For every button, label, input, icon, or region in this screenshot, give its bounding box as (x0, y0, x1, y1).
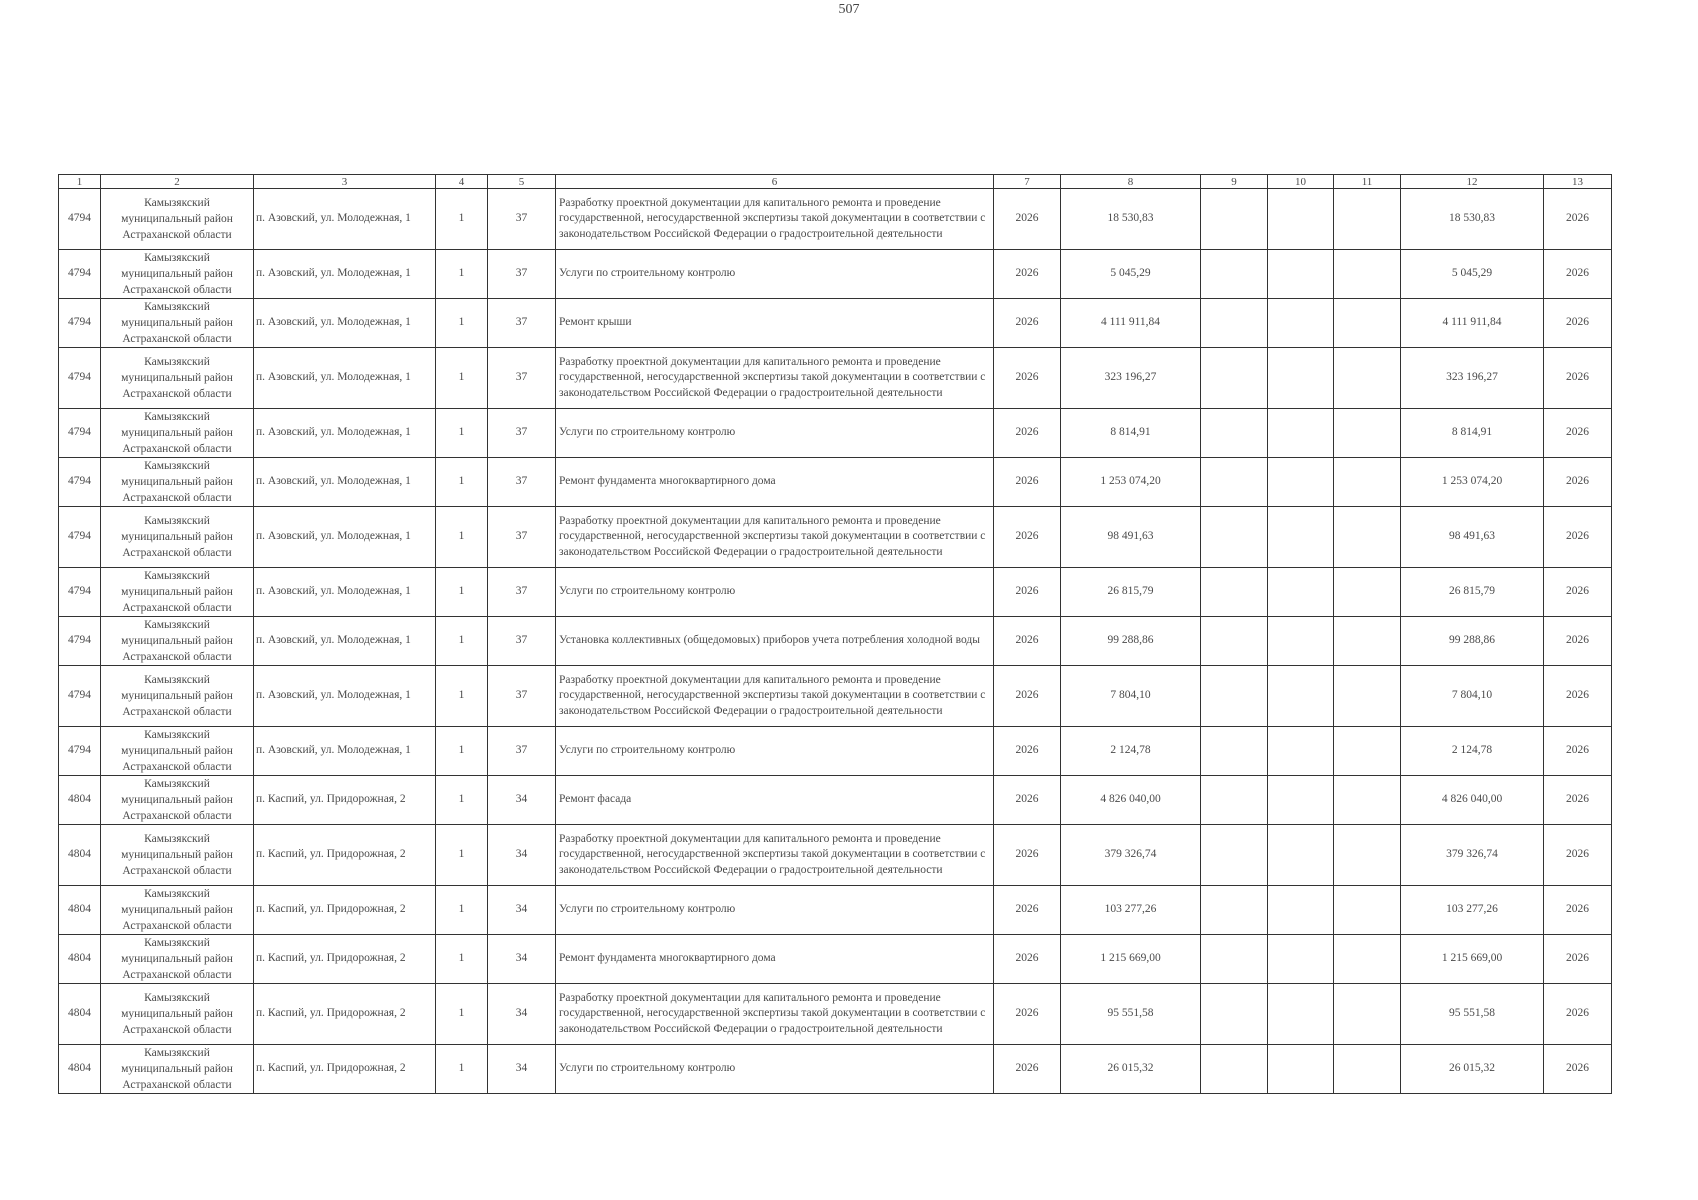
house-id-cell: 4804 (59, 825, 101, 886)
column-number: 2 (101, 175, 254, 189)
table-row (59, 458, 1612, 507)
address-cell: п. Каспий, ул. Придорожная, 2 (254, 825, 436, 886)
table-row (59, 727, 1612, 776)
house-id-cell: 4804 (59, 1045, 101, 1094)
column-number: 11 (1334, 175, 1401, 189)
cost-cell: 8 814,91 (1061, 409, 1201, 458)
municipality-cell: Камызякский муниципальный район Астраханской области (101, 568, 254, 617)
house-id-cell: 4794 (59, 507, 101, 568)
address-cell: п. Азовский, ул. Молодежная, 1 (254, 250, 436, 299)
work-type-cell: Установка коллективных (общедомовых) приборов учета потребления холодной воды (556, 617, 994, 666)
address-cell: п. Азовский, ул. Молодежная, 1 (254, 617, 436, 666)
column-11-cell (1334, 984, 1401, 1045)
work-type-cell: Ремонт фасада (556, 776, 994, 825)
column-11-cell (1334, 886, 1401, 935)
column-12-cell: 379 326,74 (1401, 825, 1544, 886)
table-row (59, 299, 1612, 348)
cost-cell: 98 491,63 (1061, 507, 1201, 568)
column-9-cell (1201, 409, 1268, 458)
column-number: 8 (1061, 175, 1201, 189)
column-9-cell (1201, 189, 1268, 250)
address-cell: п. Каспий, ул. Придорожная, 2 (254, 776, 436, 825)
column-13-cell: 2026 (1544, 825, 1612, 886)
column-number: 3 (254, 175, 436, 189)
column-4-cell: 1 (436, 776, 488, 825)
table-row (59, 825, 1612, 886)
column-10-cell (1268, 984, 1334, 1045)
address-cell: п. Азовский, ул. Молодежная, 1 (254, 507, 436, 568)
capital-repair-table (58, 174, 1612, 1094)
column-10-cell (1268, 886, 1334, 935)
column-9-cell (1201, 776, 1268, 825)
municipality-cell: Камызякский муниципальный район Астраханской области (101, 984, 254, 1045)
address-cell: п. Азовский, ул. Молодежная, 1 (254, 189, 436, 250)
column-4-cell: 1 (436, 825, 488, 886)
column-9-cell (1201, 1045, 1268, 1094)
year-cell: 2026 (994, 776, 1061, 825)
year-cell: 2026 (994, 1045, 1061, 1094)
column-4-cell: 1 (436, 886, 488, 935)
column-4-cell: 1 (436, 666, 488, 727)
cost-cell: 323 196,27 (1061, 348, 1201, 409)
municipality-cell: Камызякский муниципальный район Астраханской области (101, 250, 254, 299)
column-4-cell: 1 (436, 568, 488, 617)
column-11-cell (1334, 250, 1401, 299)
house-id-cell: 4794 (59, 727, 101, 776)
cost-cell: 1 253 074,20 (1061, 458, 1201, 507)
column-9-cell (1201, 727, 1268, 776)
column-13-cell: 2026 (1544, 617, 1612, 666)
column-11-cell (1334, 189, 1401, 250)
column-12-cell: 95 551,58 (1401, 984, 1544, 1045)
column-11-cell (1334, 727, 1401, 776)
table-row (59, 1045, 1612, 1094)
work-type-cell: Разработку проектной документации для капитального ремонта и проведение государственной, негосударственной экспертизы такой документации в соответствии с законодательством Российской Федерации о градостроительной деятельности (556, 825, 994, 886)
column-10-cell (1268, 458, 1334, 507)
work-type-cell: Разработку проектной документации для капитального ремонта и проведение государственной, негосударственной экспертизы такой документации в соответствии с законодательством Российской Федерации о градостроительной деятельности (556, 984, 994, 1045)
column-9-cell (1201, 617, 1268, 666)
address-cell: п. Каспий, ул. Придорожная, 2 (254, 1045, 436, 1094)
year-cell: 2026 (994, 458, 1061, 507)
column-11-cell (1334, 458, 1401, 507)
work-type-cell: Услуги по строительному контролю (556, 568, 994, 617)
column-9-cell (1201, 348, 1268, 409)
column-13-cell: 2026 (1544, 189, 1612, 250)
column-10-cell (1268, 825, 1334, 886)
column-12-cell: 98 491,63 (1401, 507, 1544, 568)
column-4-cell: 1 (436, 409, 488, 458)
column-13-cell: 2026 (1544, 666, 1612, 727)
column-5-cell: 37 (488, 409, 556, 458)
column-9-cell (1201, 250, 1268, 299)
column-5-cell: 34 (488, 984, 556, 1045)
cost-cell: 2 124,78 (1061, 727, 1201, 776)
column-10-cell (1268, 189, 1334, 250)
municipality-cell: Камызякский муниципальный район Астраханской области (101, 617, 254, 666)
column-4-cell: 1 (436, 507, 488, 568)
column-12-cell: 2 124,78 (1401, 727, 1544, 776)
column-12-cell: 7 804,10 (1401, 666, 1544, 727)
column-10-cell (1268, 1045, 1334, 1094)
work-type-cell: Разработку проектной документации для капитального ремонта и проведение государственной, негосударственной экспертизы такой документации в соответствии с законодательством Российской Федерации о градостроительной деятельности (556, 348, 994, 409)
work-type-cell: Услуги по строительному контролю (556, 727, 994, 776)
column-4-cell: 1 (436, 617, 488, 666)
column-4-cell: 1 (436, 348, 488, 409)
column-5-cell: 37 (488, 458, 556, 507)
work-type-cell: Услуги по строительному контролю (556, 1045, 994, 1094)
column-number: 12 (1401, 175, 1544, 189)
address-cell: п. Каспий, ул. Придорожная, 2 (254, 886, 436, 935)
cost-cell: 4 826 040,00 (1061, 776, 1201, 825)
column-12-cell: 26 815,79 (1401, 568, 1544, 617)
address-cell: п. Азовский, ул. Молодежная, 1 (254, 727, 436, 776)
column-9-cell (1201, 935, 1268, 984)
column-10-cell (1268, 409, 1334, 458)
year-cell: 2026 (994, 348, 1061, 409)
column-9-cell (1201, 984, 1268, 1045)
column-12-cell: 5 045,29 (1401, 250, 1544, 299)
column-number: 6 (556, 175, 994, 189)
column-4-cell: 1 (436, 935, 488, 984)
address-cell: п. Азовский, ул. Молодежная, 1 (254, 409, 436, 458)
cost-cell: 26 815,79 (1061, 568, 1201, 617)
column-12-cell: 1 253 074,20 (1401, 458, 1544, 507)
column-11-cell (1334, 1045, 1401, 1094)
column-9-cell (1201, 886, 1268, 935)
column-12-cell: 103 277,26 (1401, 886, 1544, 935)
column-5-cell: 37 (488, 250, 556, 299)
column-10-cell (1268, 507, 1334, 568)
column-13-cell: 2026 (1544, 776, 1612, 825)
address-cell: п. Азовский, ул. Молодежная, 1 (254, 568, 436, 617)
column-5-cell: 34 (488, 776, 556, 825)
table-row (59, 886, 1612, 935)
work-type-cell: Ремонт фундамента многоквартирного дома (556, 458, 994, 507)
column-12-cell: 26 015,32 (1401, 1045, 1544, 1094)
municipality-cell: Камызякский муниципальный район Астраханской области (101, 935, 254, 984)
cost-cell: 103 277,26 (1061, 886, 1201, 935)
column-number: 10 (1268, 175, 1334, 189)
work-type-cell: Услуги по строительному контролю (556, 409, 994, 458)
table-row (59, 250, 1612, 299)
municipality-cell: Камызякский муниципальный район Астраханской области (101, 666, 254, 727)
column-10-cell (1268, 776, 1334, 825)
column-9-cell (1201, 458, 1268, 507)
year-cell: 2026 (994, 666, 1061, 727)
column-9-cell (1201, 507, 1268, 568)
column-11-cell (1334, 507, 1401, 568)
column-12-cell: 99 288,86 (1401, 617, 1544, 666)
house-id-cell: 4794 (59, 299, 101, 348)
column-10-cell (1268, 250, 1334, 299)
column-5-cell: 34 (488, 935, 556, 984)
table-row (59, 935, 1612, 984)
column-9-cell (1201, 825, 1268, 886)
table-row (59, 348, 1612, 409)
column-9-cell (1201, 666, 1268, 727)
cost-cell: 95 551,58 (1061, 984, 1201, 1045)
column-11-cell (1334, 666, 1401, 727)
cost-cell: 5 045,29 (1061, 250, 1201, 299)
column-13-cell: 2026 (1544, 568, 1612, 617)
address-cell: п. Азовский, ул. Молодежная, 1 (254, 299, 436, 348)
column-4-cell: 1 (436, 250, 488, 299)
work-type-cell: Услуги по строительному контролю (556, 886, 994, 935)
house-id-cell: 4804 (59, 935, 101, 984)
column-13-cell: 2026 (1544, 727, 1612, 776)
column-5-cell: 37 (488, 507, 556, 568)
column-11-cell (1334, 935, 1401, 984)
cost-cell: 99 288,86 (1061, 617, 1201, 666)
column-5-cell: 37 (488, 299, 556, 348)
address-cell: п. Азовский, ул. Молодежная, 1 (254, 348, 436, 409)
municipality-cell: Камызякский муниципальный район Астраханской области (101, 886, 254, 935)
column-number: 4 (436, 175, 488, 189)
year-cell: 2026 (994, 727, 1061, 776)
municipality-cell: Камызякский муниципальный район Астраханской области (101, 458, 254, 507)
column-13-cell: 2026 (1544, 507, 1612, 568)
municipality-cell: Камызякский муниципальный район Астраханской области (101, 825, 254, 886)
cost-cell: 379 326,74 (1061, 825, 1201, 886)
column-5-cell: 37 (488, 568, 556, 617)
column-4-cell: 1 (436, 984, 488, 1045)
municipality-cell: Камызякский муниципальный район Астраханской области (101, 299, 254, 348)
table-row (59, 984, 1612, 1045)
column-11-cell (1334, 825, 1401, 886)
column-13-cell: 2026 (1544, 299, 1612, 348)
house-id-cell: 4794 (59, 617, 101, 666)
house-id-cell: 4804 (59, 886, 101, 935)
column-11-cell (1334, 776, 1401, 825)
column-11-cell (1334, 348, 1401, 409)
municipality-cell: Камызякский муниципальный район Астраханской области (101, 776, 254, 825)
column-5-cell: 37 (488, 617, 556, 666)
column-13-cell: 2026 (1544, 935, 1612, 984)
column-number: 1 (59, 175, 101, 189)
column-11-cell (1334, 409, 1401, 458)
year-cell: 2026 (994, 250, 1061, 299)
municipality-cell: Камызякский муниципальный район Астраханской области (101, 409, 254, 458)
year-cell: 2026 (994, 825, 1061, 886)
municipality-cell: Камызякский муниципальный район Астраханской области (101, 1045, 254, 1094)
cost-cell: 26 015,32 (1061, 1045, 1201, 1094)
column-5-cell: 34 (488, 1045, 556, 1094)
work-type-cell: Разработку проектной документации для капитального ремонта и проведение государственной, негосударственной экспертизы такой документации в соответствии с законодательством Российской Федерации о градостроительной деятельности (556, 507, 994, 568)
column-number-row (59, 175, 1612, 189)
cost-cell: 7 804,10 (1061, 666, 1201, 727)
year-cell: 2026 (994, 507, 1061, 568)
address-cell: п. Каспий, ул. Придорожная, 2 (254, 984, 436, 1045)
column-12-cell: 323 196,27 (1401, 348, 1544, 409)
column-4-cell: 1 (436, 458, 488, 507)
column-10-cell (1268, 568, 1334, 617)
year-cell: 2026 (994, 617, 1061, 666)
table-row (59, 409, 1612, 458)
work-type-cell: Разработку проектной документации для капитального ремонта и проведение государственной, негосударственной экспертизы такой документации в соответствии с законодательством Российской Федерации о градостроительной деятельности (556, 189, 994, 250)
column-13-cell: 2026 (1544, 458, 1612, 507)
column-10-cell (1268, 935, 1334, 984)
column-13-cell: 2026 (1544, 1045, 1612, 1094)
column-number: 9 (1201, 175, 1268, 189)
column-12-cell: 8 814,91 (1401, 409, 1544, 458)
year-cell: 2026 (994, 189, 1061, 250)
house-id-cell: 4794 (59, 666, 101, 727)
table-body (59, 189, 1612, 1094)
year-cell: 2026 (994, 984, 1061, 1045)
house-id-cell: 4794 (59, 409, 101, 458)
column-12-cell: 4 826 040,00 (1401, 776, 1544, 825)
column-13-cell: 2026 (1544, 348, 1612, 409)
municipality-cell: Камызякский муниципальный район Астраханской области (101, 507, 254, 568)
work-type-cell: Услуги по строительному контролю (556, 250, 994, 299)
table-row (59, 568, 1612, 617)
column-5-cell: 37 (488, 189, 556, 250)
column-10-cell (1268, 617, 1334, 666)
page-number: 507 (838, 2, 860, 17)
cost-cell: 18 530,83 (1061, 189, 1201, 250)
column-4-cell: 1 (436, 299, 488, 348)
column-5-cell: 37 (488, 727, 556, 776)
column-11-cell (1334, 617, 1401, 666)
municipality-cell: Камызякский муниципальный район Астраханской области (101, 727, 254, 776)
column-number: 13 (1544, 175, 1612, 189)
house-id-cell: 4804 (59, 776, 101, 825)
column-number: 7 (994, 175, 1061, 189)
address-cell: п. Каспий, ул. Придорожная, 2 (254, 935, 436, 984)
column-10-cell (1268, 299, 1334, 348)
cost-cell: 1 215 669,00 (1061, 935, 1201, 984)
column-11-cell (1334, 568, 1401, 617)
table-row (59, 507, 1612, 568)
house-id-cell: 4794 (59, 250, 101, 299)
house-id-cell: 4794 (59, 568, 101, 617)
column-12-cell: 4 111 911,84 (1401, 299, 1544, 348)
year-cell: 2026 (994, 409, 1061, 458)
work-type-cell: Ремонт крыши (556, 299, 994, 348)
column-4-cell: 1 (436, 727, 488, 776)
address-cell: п. Азовский, ул. Молодежная, 1 (254, 666, 436, 727)
column-12-cell: 1 215 669,00 (1401, 935, 1544, 984)
year-cell: 2026 (994, 568, 1061, 617)
column-5-cell: 34 (488, 825, 556, 886)
table-row (59, 776, 1612, 825)
column-number: 5 (488, 175, 556, 189)
column-5-cell: 37 (488, 348, 556, 409)
column-13-cell: 2026 (1544, 409, 1612, 458)
column-13-cell: 2026 (1544, 984, 1612, 1045)
table-row (59, 666, 1612, 727)
municipality-cell: Камызякский муниципальный район Астраханской области (101, 189, 254, 250)
column-12-cell: 18 530,83 (1401, 189, 1544, 250)
year-cell: 2026 (994, 935, 1061, 984)
address-cell: п. Азовский, ул. Молодежная, 1 (254, 458, 436, 507)
column-9-cell (1201, 568, 1268, 617)
column-9-cell (1201, 299, 1268, 348)
column-4-cell: 1 (436, 1045, 488, 1094)
column-5-cell: 37 (488, 666, 556, 727)
table-row (59, 189, 1612, 250)
cost-cell: 4 111 911,84 (1061, 299, 1201, 348)
municipality-cell: Камызякский муниципальный район Астраханской области (101, 348, 254, 409)
column-4-cell: 1 (436, 189, 488, 250)
column-10-cell (1268, 348, 1334, 409)
work-type-cell: Ремонт фундамента многоквартирного дома (556, 935, 994, 984)
year-cell: 2026 (994, 299, 1061, 348)
column-10-cell (1268, 666, 1334, 727)
house-id-cell: 4794 (59, 458, 101, 507)
house-id-cell: 4794 (59, 348, 101, 409)
column-5-cell: 34 (488, 886, 556, 935)
table-row (59, 617, 1612, 666)
work-type-cell: Разработку проектной документации для капитального ремонта и проведение государственной, негосударственной экспертизы такой документации в соответствии с законодательством Российской Федерации о градостроительной деятельности (556, 666, 994, 727)
column-11-cell (1334, 299, 1401, 348)
column-13-cell: 2026 (1544, 250, 1612, 299)
house-id-cell: 4794 (59, 189, 101, 250)
year-cell: 2026 (994, 886, 1061, 935)
house-id-cell: 4804 (59, 984, 101, 1045)
column-10-cell (1268, 727, 1334, 776)
column-13-cell: 2026 (1544, 886, 1612, 935)
